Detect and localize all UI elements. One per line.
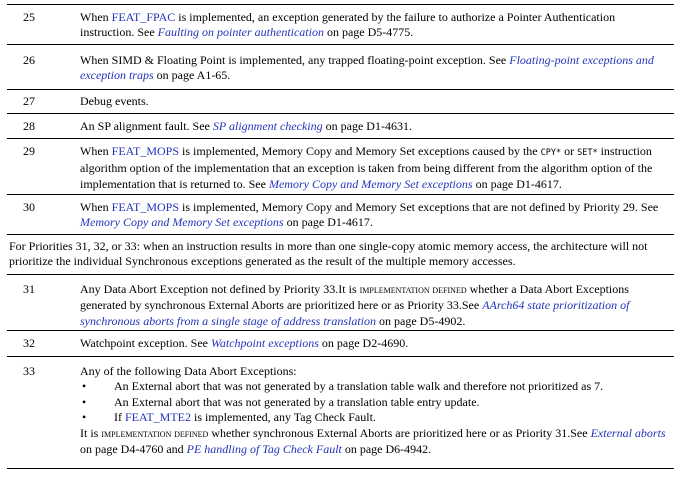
feat-mops-link[interactable]: FEAT_MOPS (111, 144, 180, 158)
tag-check-fault-link[interactable]: PE handling of Tag Check Fault (186, 442, 342, 457)
priority-description: When FEAT_MOPS is implemented, Memory Copy and Memory Set exceptions that are not defined by Priority 29. See Memory Copy and Memory Set exceptions on page D1-4617. (80, 200, 659, 230)
table-row (7, 113, 674, 138)
cpy-code: CPY* (540, 148, 562, 158)
list-item: • An External abort that was not generated by a translation table entry update. (82, 394, 480, 409)
priority-number: 30 (23, 200, 35, 214)
priority-number: 26 (23, 53, 35, 67)
table-row (7, 138, 674, 194)
priority-description: Any Data Abort Exception not defined by Priority 33.It is implementation defined whether a Data Abort Exceptions generated by synchronous External Aborts are prioritized here or as Priority 33.See AArch64 state prioritization of synchronous aborts from a single stage of address translation on page D5-4902. (80, 282, 630, 328)
faulting-pointer-auth-link[interactable]: Faulting on pointer authentication (157, 25, 324, 40)
table-row (7, 330, 674, 356)
external-aborts-link[interactable]: External aborts (590, 425, 666, 440)
table-row (7, 234, 674, 274)
bullet-icon: • (82, 410, 87, 425)
priority-number: 33 (23, 364, 35, 378)
memory-copy-set-link[interactable]: Memory Copy and Memory Set exceptions (80, 215, 284, 230)
watchpoint-exceptions-link[interactable]: Watchpoint exceptions (211, 336, 319, 350)
priority-table (7, 4, 674, 469)
memory-copy-set-link[interactable]: Memory Copy and Memory Set exceptions (268, 176, 473, 191)
priority-number: 32 (23, 336, 35, 350)
priority-description: Any of the following Data Abort Exceptions: • An External abort that was not generated by a translation table walk and therefore not prioritized as 7. • An External abort that was not generated by a translation table entry update. • If FEAT_MTE2 is implemented, any Tag Check Fault. It is implementation defined whether synchronous External Aborts are prioritized here or as Priority 31.See External aborts on page D4-4760 and PE handling of Tag Check Fault on page D6-4942. (80, 364, 674, 457)
priority-description: Watchpoint exception. See Watchpoint exceptions on page D2-4690. (80, 336, 409, 350)
feat-fpac-link[interactable]: FEAT_FPAC (111, 10, 176, 24)
fp-exceptions-link[interactable]: Floating-point exceptions and exception traps (80, 53, 654, 83)
table-row (7, 4, 674, 44)
feat-mte2-link[interactable]: FEAT_MTE2 (125, 410, 191, 425)
implementation-defined-text: implementation defined (359, 284, 467, 296)
list-item: • An External abort that was not generated by a translation table walk and therefore not prioritized as 7. (82, 379, 604, 394)
bullet-icon: • (82, 379, 87, 394)
priority-number: 29 (23, 144, 35, 158)
priority-number: 28 (23, 119, 35, 133)
set-code: SET* (577, 148, 598, 158)
priority-description: When FEAT_FPAC is implemented, an exception generated by the failure to authorize a Pointer Authentication instruction. See Faulting on pointer authentication on page D5-4775. (80, 10, 616, 40)
feat-mops-link[interactable]: FEAT_MOPS (111, 200, 180, 214)
aarch64-prioritization-link[interactable]: AArch64 state prioritization of synchronous aborts from a single stage of address translation (80, 298, 630, 328)
list-item: • If FEAT_MTE2 is implemented, any Tag Check Fault. (82, 410, 376, 425)
table-row (7, 89, 674, 113)
priority-note: For Priorities 31, 32, or 33: when an instruction results in more than one single-copy atomic memory access, the architecture will not prioritize the individual Synchronous exceptions generated as the result of the multiple memory accesses. (9, 239, 648, 269)
table-row (7, 274, 674, 330)
table-row (7, 44, 674, 89)
table-row (7, 194, 674, 234)
priority-number: 25 (23, 10, 35, 24)
bullet-icon: • (82, 394, 87, 409)
priority-number: 27 (23, 94, 35, 108)
priority-description: When SIMD & Floating Point is implemented, any trapped floating-point exception. See Floating-point exceptions and exception traps on page A1-65. (80, 53, 654, 83)
priority-description: When FEAT_MOPS is implemented, Memory Copy and Memory Set exceptions caused by the CPY* or SET* instruction algorithm option of the implementation that an exception is taken from being different from the algorithm option of the implementation that is returned to. See Memory Copy and Memory Set exceptions on page D1-4617. (80, 144, 653, 191)
priority-number: 31 (23, 282, 35, 296)
priority-description: An SP alignment fault. See SP alignment checking on page D1-4631. (80, 119, 412, 133)
implementation-defined-text: implementation defined (101, 427, 209, 440)
sp-alignment-link[interactable]: SP alignment checking (212, 119, 323, 133)
table-row (7, 356, 674, 469)
priority-description: Debug events. (80, 94, 149, 108)
